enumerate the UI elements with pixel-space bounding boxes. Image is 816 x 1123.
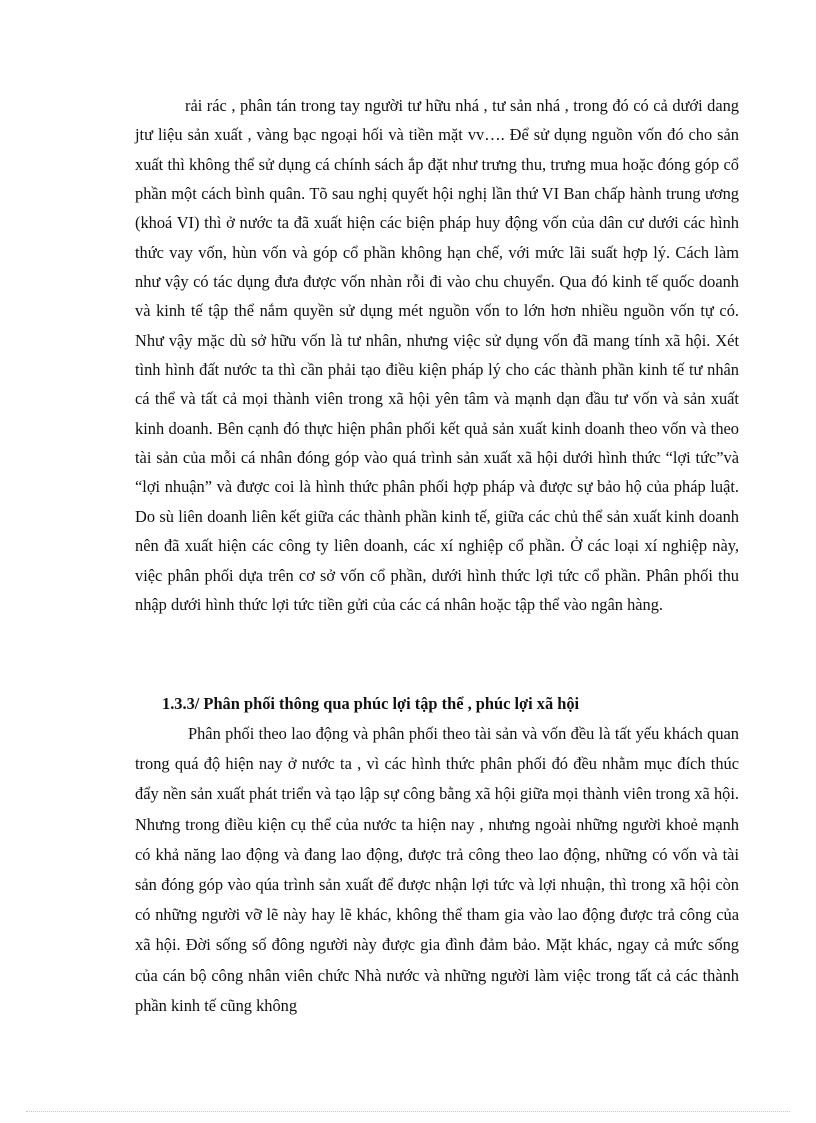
body-paragraph: Phân phối theo lao động và phân phối theo tài sản và vốn đều là tất yếu khách quan trong quá độ hiện nay ở nước ta , vì các hình thức phân phối đó đều nhằm mục đích thúc đẩy nền sản xuất phát triển và tạo lập sự công bằng xã hội giữa mọi thành viên trong xã hội. Nhưng trong điều kiện cụ thể của nước ta hiện nay , nhưng ngoài những người khoẻ mạnh có khả năng lao động và đang lao động, được trả công theo lao động, những có vốn và tài sản đóng góp vào qúa trình sản xuất để được nhận lợi tức và lợi nhuận, thì trong xã hội còn có những người vỡ lẽ này hay lẽ khác, không thể tham gia vào lao động được trả công của xã hội. Đời sống số đông người này được gia đình đảm bảo. Mặt khác, ngay cả mức sống của cán bộ công nhân viên chức Nhà nước và những người làm việc trong tất cả các thành phần kinh tế cũng không (135, 724, 739, 1015)
body-paragraph: rải rác , phân tán trong tay người tư hữu nhá , tư sản nhá , trong đó có cả dưới dang jtư liệu sản xuất , vàng bạc ngoại hối và tiền mặt vv…. Để sử dụng nguồn vốn đó cho sản xuất thì không thể sử dụng cá chính sách ắp đặt như trưng thu, trưng mua hoặc đóng góp cổ phần một cách bình quân. Tõ sau nghị quyết hội nghị lần thứ VI Ban chấp hành trung ương (khoá VI) thì ở nước ta đã xuất hiện các biện pháp huy động vốn của dân cư dưới các hình thức vay vốn, hùn vốn và góp cổ phần không hạn chế, với mức lãi suất hợp lý. Cách làm như vậy có tác dụng đưa được vốn nhàn rỗi đi vào chu chuyển. Qua đó kinh tế quốc doanh và kinh tế tập thể nắm quyền sử dụng mét nguồn vốn to lớn hơn nhiều nguồn vốn tự có. Như vậy mặc dù sở hữu vốn là tư nhân, nhưng việc sử dụng vốn đã mang tính xã hội. Xét tình hình đất nước ta thì cần phải tạo điều kiện pháp lý cho các thành phần kinh tế tư nhân cá thể và tất cả mọi thành viên trong xã hội yên tâm và mạnh dạn đầu tư vốn và sản xuất kinh doanh. Bên cạnh đó thực hiện phân phối kết quả sản xuất kinh doanh theo vốn và theo tài sản của mỗi cá nhân đóng góp vào quá trình sản xuất xã hội dưới hình thức “lợi tức”và “lợi nhuận” và được coi là hình thức phân phối hợp pháp và được sự bảo hộ của pháp luật. Do sù liên doanh liên kết giữa các thành phần kinh tế, giữa các chủ thể sản xuất kinh doanh nên đã xuất hiện các công ty liên doanh, các xí nghiệp cổ phần. Ở các loại xí nghiệp này, việc phân phối dựa trên cơ sở vốn cổ phần, dưới hình thức lợi tức cổ phần. Phân phối thu nhập dưới hình thức lợi tức tiền gửi của các cá nhân hoặc tập thể vào ngân hàng. (135, 96, 739, 614)
section-heading: 1.3.3/ Phân phối thông qua phúc lợi tập thể , phúc lợi xã hội (162, 694, 580, 713)
page-bottom-divider (26, 1111, 790, 1112)
